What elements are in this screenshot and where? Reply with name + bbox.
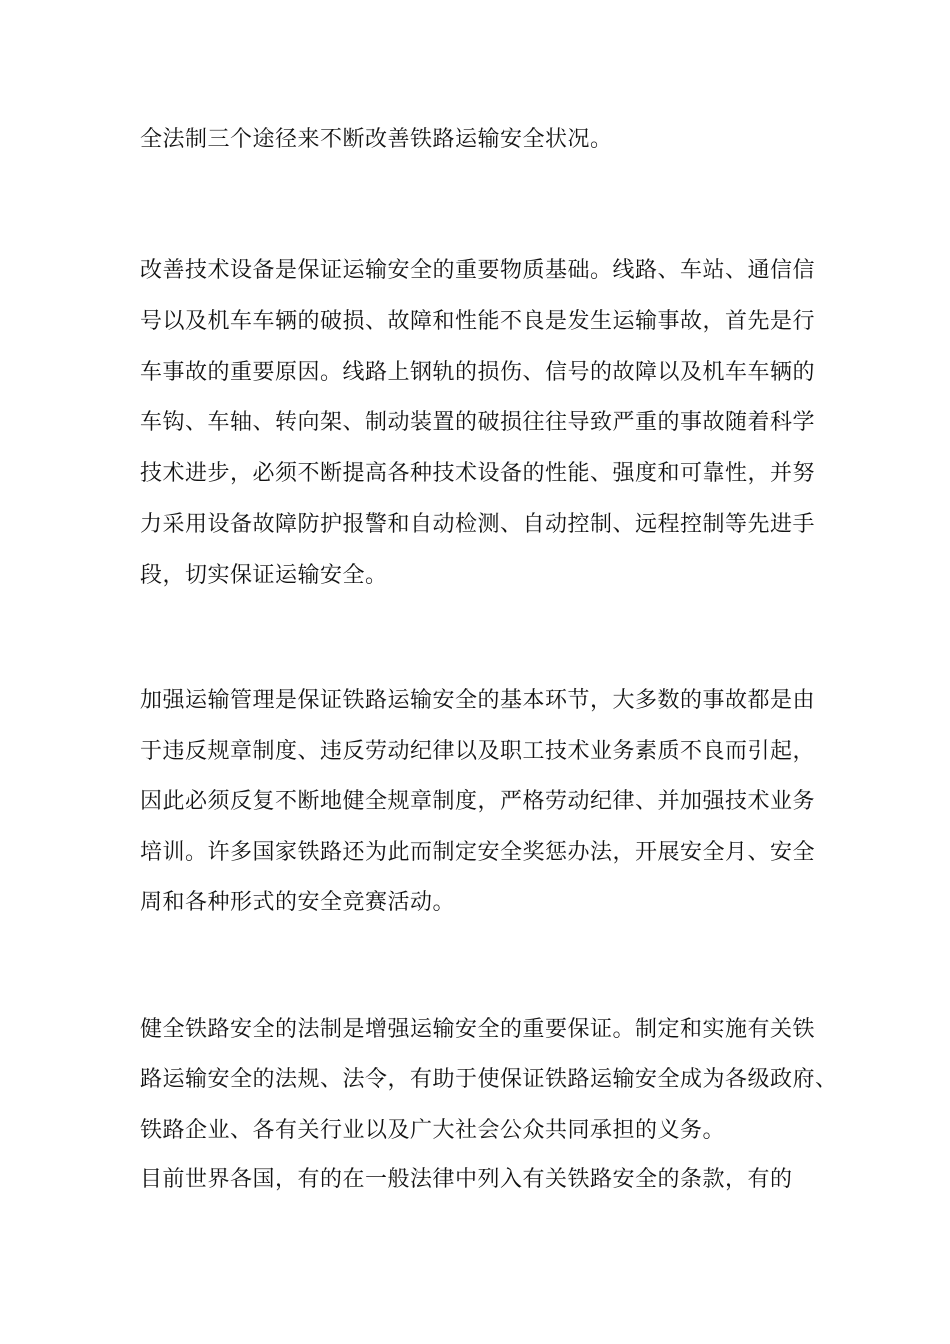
text-line: 因此必须反复不断地健全规章制度，严格劳动纪律、并加强技术业务 xyxy=(140,789,816,814)
text-line: 段，切实保证运输安全。 xyxy=(140,563,388,588)
text-line: 目前世界各国，有的在一般法律中列入有关铁路安全的条款，有的 xyxy=(140,1167,793,1192)
text-line: 培训。许多国家铁路还为此而制定安全奖惩办法，开展安全月、安全 xyxy=(140,840,816,865)
text-line: 号以及机车车辆的破损、故障和性能不良是发生运输事故，首先是行 xyxy=(140,309,816,334)
text-line: 全法制三个途径来不断改善铁路运输安全状况。 xyxy=(140,127,613,152)
text-line: 于违反规章制度、违反劳动纪律以及职工技术业务素质不良而引起， xyxy=(140,739,816,764)
text-line: 力采用设备故障防护报警和自动检测、自动控制、远程控制等先进手 xyxy=(140,512,816,537)
text-line: 健全铁路安全的法制是增强运输安全的重要保证。制定和实施有关铁 xyxy=(140,1017,816,1042)
text-line: 车钩、车轴、转向架、制动装置的破损往往导致严重的事故随着科学 xyxy=(140,410,816,435)
text-line: 加强运输管理是保证铁路运输安全的基本环节，大多数的事故都是由 xyxy=(140,688,816,713)
text-line: 路运输安全的法规、法令，有助于使保证铁路运输安全成为各级政府、 xyxy=(140,1067,838,1092)
text-line: 车事故的重要原因。线路上钢轨的损伤、信号的故障以及机车车辆的 xyxy=(140,360,816,385)
text-line: 改善技术设备是保证运输安全的重要物质基础。线路、车站、通信信 xyxy=(140,258,816,283)
text-line: 技术进步，必须不断提高各种技术设备的性能、强度和可靠性，并努 xyxy=(140,461,816,486)
text-line: 铁路企业、各有关行业以及广大社会公众共同承担的义务。 xyxy=(140,1118,726,1143)
text-line: 周和各种形式的安全竞赛活动。 xyxy=(140,890,456,915)
